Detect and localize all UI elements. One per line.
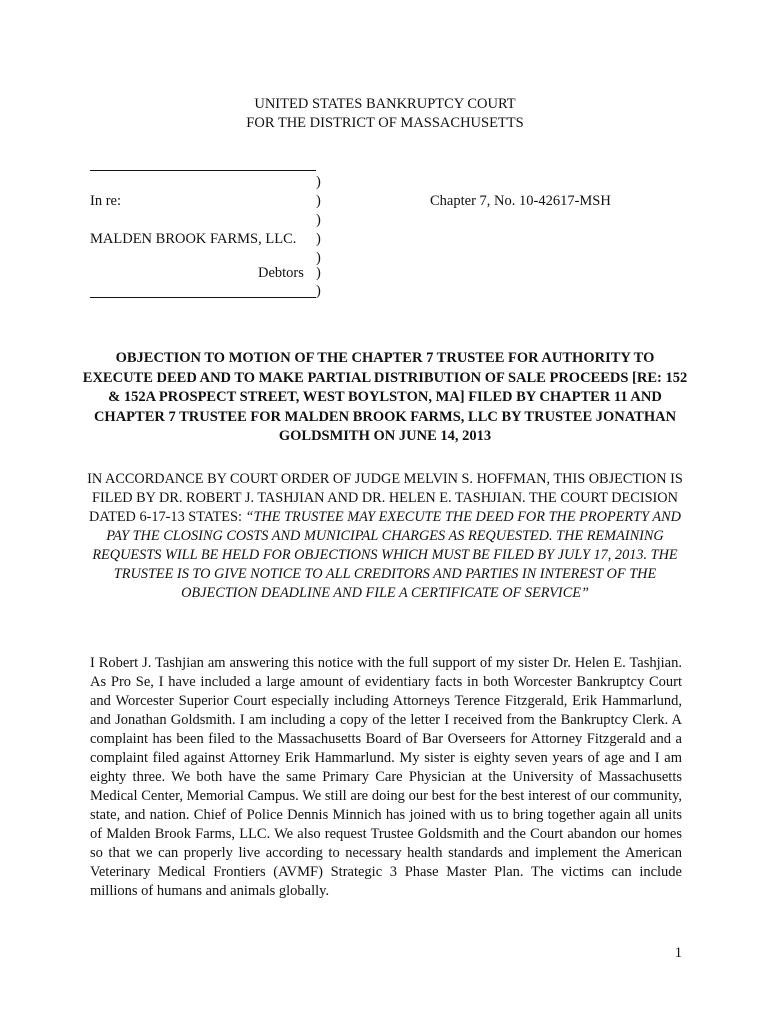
caption-paren: ) bbox=[316, 265, 321, 281]
caption-paren: ) bbox=[316, 283, 321, 299]
debtors-label: Debtors bbox=[258, 265, 304, 281]
court-name: UNITED STATES BANKRUPTCY COURT bbox=[254, 96, 516, 112]
caption-paren: ) bbox=[316, 250, 321, 266]
debtor-name: MALDEN BROOK FARMS, LLC. bbox=[90, 231, 297, 247]
caption-paren: ) bbox=[316, 174, 321, 190]
court-district: FOR THE DISTRICT OF MASSACHUSETTS bbox=[246, 115, 524, 131]
caption-top-rule bbox=[90, 170, 316, 171]
court-order-paragraph bbox=[82, 470, 688, 603]
court-order-quote: “THE TRUSTEE MAY EXECUTE THE DEED FOR THE PROPERTY AND PAY THE CLOSING COSTS AND MUNICIPAL CHARGES AS REQUESTED. THE REMAINING REQUESTS WILL BE HELD FOR OBJECTIONS WHICH MUST BE FILED BY JULY 17, 2013. THE TRUSTEE IS TO GIVE NOTICE TO ALL CREDITORS AND PARTIES IN INTEREST OF THE OBJECTION DEADLINE AND FILE A CERTIFICATE OF SERVICE” bbox=[92, 509, 681, 601]
court-order-intro: IN ACCORDANCE BY COURT ORDER OF JUDGE MELVIN S. HOFFMAN, THIS OBJECTION IS FILED BY DR. ROBERT J. TASHJIAN AND DR. HELEN E. TASHJIAN. THE COURT DECISION DATED 6-17-13 STATES: bbox=[87, 471, 683, 525]
caption-paren: ) bbox=[316, 193, 321, 209]
caption-paren: ) bbox=[316, 231, 321, 247]
in-re-label: In re: bbox=[90, 193, 121, 209]
body-paragraph: I Robert J. Tashjian am answering this notice with the full support of my sister Dr. Helen E. Tashjian. As Pro Se, I have included a large amount of evidentiary facts in both Worcester Bankruptcy Court and Worcester Superior Court especially including Attorneys Terence Fitzgerald, Erik Hammarlund, and Jonathan Goldsmith. I am including a copy of the letter I received from the Bankruptcy Clerk. A complaint has been filed to the Massachusetts Board of Bar Overseers for Attorney Fitzgerald and a complaint filed against Attorney Erik Hammarlund. My sister is eighty seven years of age and I am eighty three. We both have the same Primary Care Physician at the University of Massachusetts Medical Center, Memorial Campus. We still are doing our best for the best interest of our community, state, and nation. Chief of Police Dennis Minnich has joined with us to bring together again all units of Malden Brook Farms, LLC. We also request Trustee Goldsmith and the Court abandon our homes so that we can properly live according to necessary health standards and implement the American Veterinary Medical Frontiers (AVMF) Strategic 3 Phase Master Plan. The victims can include millions of humans and animals globally. bbox=[90, 655, 682, 899]
document-title: OBJECTION TO MOTION OF THE CHAPTER 7 TRUSTEE FOR AUTHORITY TO EXECUTE DEED AND TO MAKE PARTIAL DISTRIBUTION OF SALE PROCEEDS [RE: 152 & 152A PROSPECT STREET, WEST BOYLSTON, MA] FILED BY CHAPTER 11 AND CHAPTER 7 TRUSTEE FOR MALDEN BROOK FARMS, LLC BY TRUSTEE JONATHAN GOLDSMITH ON JUNE 14, 2013 bbox=[82, 350, 688, 444]
page-number: 1 bbox=[674, 945, 682, 961]
caption-paren: ) bbox=[316, 212, 321, 228]
case-number: Chapter 7, No. 10-42617-MSH bbox=[430, 193, 611, 209]
caption-bottom-rule bbox=[90, 297, 316, 298]
